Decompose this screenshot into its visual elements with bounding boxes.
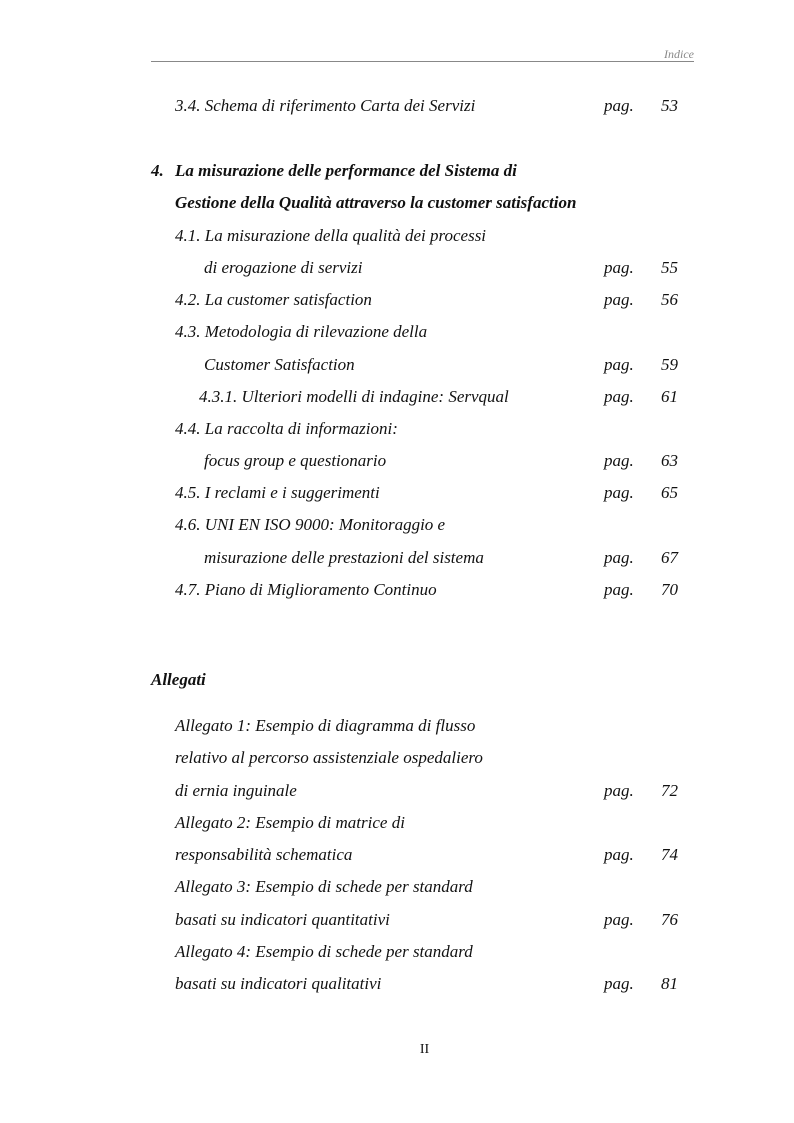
running-header-title: Indice [664,47,694,61]
chapter-title-line-1: La misurazione delle performance del Sistema di [175,161,517,180]
page-number: 65 [661,483,678,502]
page-number: 70 [661,580,678,599]
pag-label: pag. [604,910,634,929]
appendix-4-line-2: basati su indicatori qualitativi [175,974,382,993]
footer-page-number: II [419,1042,430,1057]
toc-entry-4-4-cont: focus group e questionario [204,451,387,470]
page-number: 81 [661,974,678,993]
page-number: 63 [661,451,678,470]
pag-label: pag. [604,483,634,502]
pag-label: pag. [604,387,634,406]
pag-label: pag. [604,258,634,277]
appendix-2-line-2: responsabilità schematica [175,845,353,864]
pag-label: pag. [604,451,634,470]
pag-label: pag. [604,96,634,115]
appendix-4-line-1: Allegato 4: Esempio di schede per standard [175,942,473,961]
chapter-title-line-2: Gestione della Qualità attraverso la customer satisfaction [175,193,577,212]
pag-label: pag. [604,290,634,309]
page-number: 67 [661,548,678,567]
page-number: 74 [661,845,678,864]
toc-entry-4-5: 4.5. I reclami e i suggerimenti [175,483,380,502]
pag-label: pag. [604,781,634,800]
pag-label: pag. [604,580,634,599]
toc-entry-4-1-cont: di erogazione di servizi [204,258,363,277]
toc-entry-4-6: 4.6. UNI EN ISO 9000: Monitoraggio e [175,515,446,534]
appendix-1-line-3: di ernia inguinale [175,781,297,800]
page-number: 72 [661,781,678,800]
page-number: 59 [661,355,678,374]
toc-entry-3-4: 3.4. Schema di riferimento Carta dei Servizi [175,96,476,115]
toc-entry-4-7: 4.7. Piano di Miglioramento Continuo [175,580,437,599]
appendix-3-line-1: Allegato 3: Esempio di schede per standard [175,877,473,896]
pag-label: pag. [604,548,634,567]
toc-entry-4-1: 4.1. La misurazione della qualità dei processi [175,226,487,245]
appendix-heading: Allegati [151,670,206,689]
appendix-1-line-2: relativo al percorso assistenziale ospedaliero [175,748,483,767]
appendix-1-line-1: Allegato 1: Esempio di diagramma di flusso [175,716,476,735]
toc-entry-4-6-cont: misurazione delle prestazioni del sistema [204,548,484,567]
toc-entry-4-3-1: 4.3.1. Ulteriori modelli di indagine: Servqual [199,387,509,406]
page-number: 56 [661,290,678,309]
toc-entry-4-3: 4.3. Metodologia di rilevazione della [175,322,428,341]
appendix-3-line-2: basati su indicatori quantitativi [175,910,390,929]
page-number: 76 [661,910,678,929]
appendix-2-line-1: Allegato 2: Esempio di matrice di [175,813,405,832]
header-rule [151,61,694,62]
page-number: 61 [661,387,678,406]
chapter-number: 4. [151,161,164,180]
page-number: 55 [661,258,678,277]
toc-entry-4-4: 4.4. La raccolta di informazioni: [175,419,398,438]
toc-entry-4-2: 4.2. La customer satisfaction [175,290,372,309]
toc-entry-4-3-cont: Customer Satisfaction [204,355,355,374]
pag-label: pag. [604,974,634,993]
pag-label: pag. [604,355,634,374]
pag-label: pag. [604,845,634,864]
page-number: 53 [661,96,678,115]
